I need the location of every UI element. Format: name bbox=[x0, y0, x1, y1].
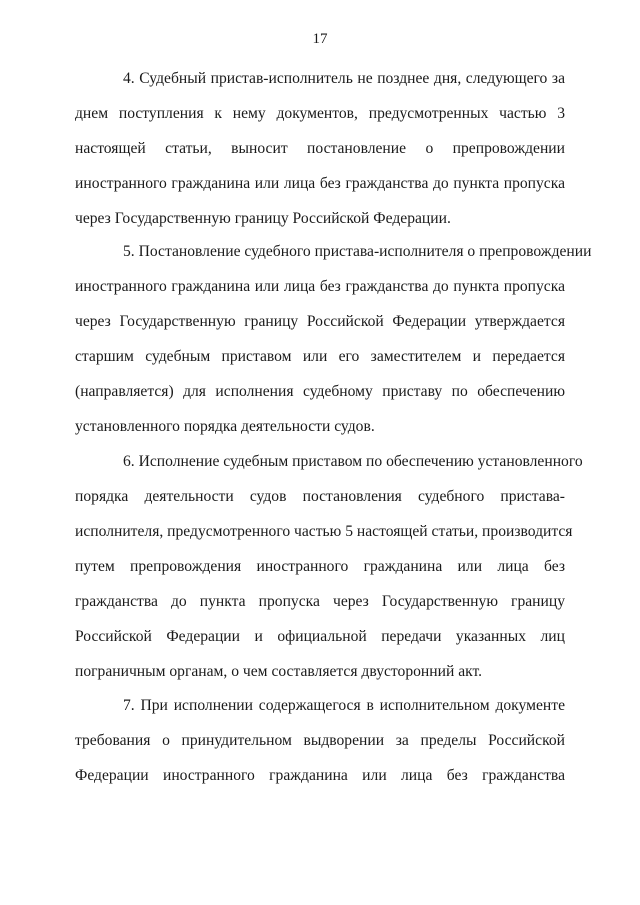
text-line: 7. При исполнении содержащегося в исполнительном документе bbox=[123, 697, 565, 714]
text-line: гражданства до пункта пропуска через Государственную границу bbox=[75, 593, 565, 610]
text-line: требования о принудительном выдворении за пределы Российской bbox=[75, 732, 565, 749]
text-line: 4. Судебный пристав-исполнитель не позднее дня, следующего за bbox=[123, 70, 565, 87]
text-line: 6. Исполнение судебным приставом по обеспечению установленного bbox=[123, 453, 583, 470]
text-line: путем препровождения иностранного гражданина или лица без bbox=[75, 558, 565, 575]
text-line: установленного порядка деятельности судов. bbox=[75, 418, 375, 435]
text-line: иностранного гражданина или лица без гражданства до пункта пропуска bbox=[75, 175, 565, 192]
text-line: порядка деятельности судов постановления судебного пристава- bbox=[75, 488, 565, 505]
text-line: 5. Постановление судебного пристава-исполнителя о препровождении bbox=[123, 243, 592, 260]
text-line: через Государственную границу Российской Федерации утверждается bbox=[75, 313, 565, 330]
text-line: пограничным органам, о чем составляется двусторонний акт. bbox=[75, 663, 483, 680]
text-line: настоящей статьи, выносит постановление о препровождении bbox=[75, 140, 565, 157]
text-line: исполнителя, предусмотренного частью 5 настоящей статьи, производится bbox=[75, 523, 573, 540]
text-line: старшим судебным приставом или его заместителем и передается bbox=[75, 348, 565, 365]
text-line: через Государственную границу Российской Федерации. bbox=[75, 210, 451, 227]
paragraph-5 bbox=[75, 234, 592, 444]
page-number: 17 bbox=[312, 31, 328, 47]
text-line: иностранного гражданина или лица без гражданства до пункта пропуска bbox=[75, 278, 565, 295]
text-line: днем поступления к нему документов, предусмотренных частью 3 bbox=[75, 105, 565, 122]
paragraph-7 bbox=[75, 688, 565, 793]
text-line: Российской Федерации и официальной передачи указанных лиц bbox=[75, 628, 565, 645]
paragraph-6 bbox=[75, 444, 583, 689]
text-line: Федерации иностранного гражданина или лица без гражданства bbox=[75, 767, 565, 784]
paragraph-4 bbox=[75, 61, 565, 236]
text-line: (направляется) для исполнения судебному приставу по обеспечению bbox=[75, 383, 565, 400]
